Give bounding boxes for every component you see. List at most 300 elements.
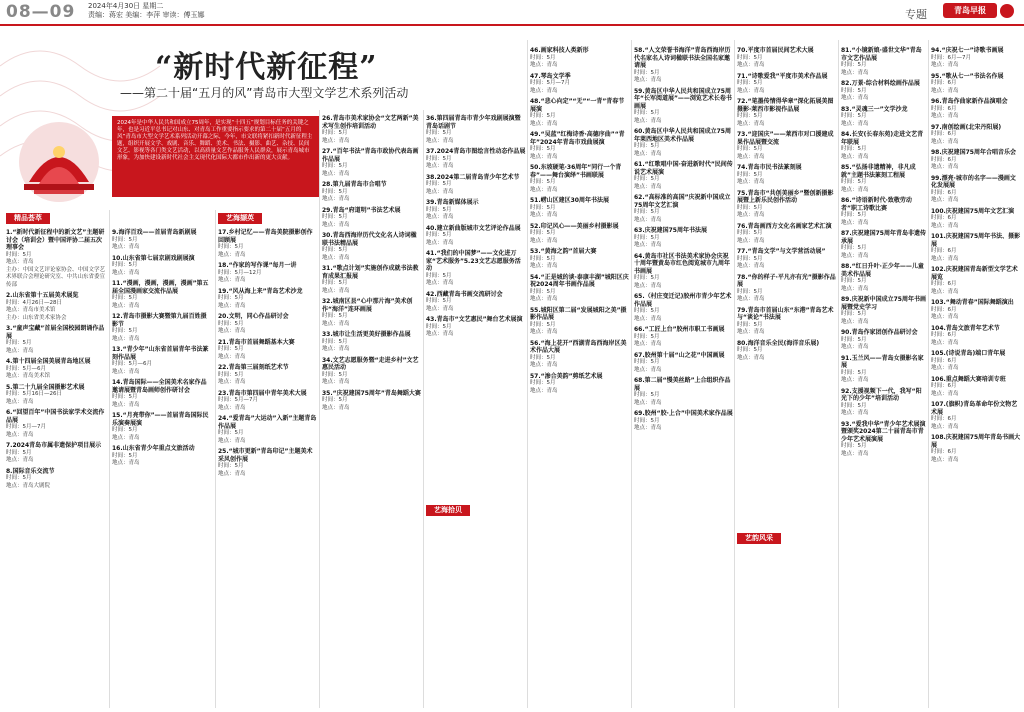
activity-title: 91.玉兰风——青岛女摄影名家展 bbox=[841, 354, 924, 369]
activity-detail: 时间：5月 bbox=[634, 308, 660, 314]
activity-title: 25.“城市更新”青岛印记”主题美术采风创作展 bbox=[218, 448, 313, 463]
activity-title: 54.“正是城的谈·泰康丰湖”城阳区庆祝2024周年书画作品展 bbox=[530, 273, 629, 288]
activity-detail: 地点：青岛 bbox=[634, 216, 662, 223]
activity-detail: 地点：青岛 bbox=[322, 287, 350, 294]
activity-title: 35.“庆祝建国75周年”青岛舞蹈大赛 bbox=[322, 389, 421, 397]
activity-detail: 时间：5月 bbox=[634, 69, 660, 76]
activity-detail: 时间：5月 bbox=[841, 62, 867, 68]
activity-title: 53.“黄海之韵”首届大赛 bbox=[530, 248, 597, 255]
activity-detail: 地点：青岛 bbox=[931, 365, 959, 371]
activity-detail: 时间：5月 bbox=[112, 295, 138, 301]
activity-detail: 时间：5月 bbox=[841, 278, 867, 284]
activity-title: 9.海洋百戏——首届青岛新剧展 bbox=[112, 229, 197, 236]
activity-detail: 时间：5月 bbox=[112, 328, 138, 334]
activity-detail: 时间：5月 bbox=[112, 236, 138, 243]
activity-title: 17.乡村记忆——青岛美院摄影创作回顾展 bbox=[218, 229, 313, 244]
activity-title: 83.“灵魂三一”文学沙龙 bbox=[841, 105, 908, 113]
subtitle: ——第二十届“五月的风”青岛市大型文学艺术系列活动 bbox=[120, 86, 409, 100]
activity-detail: 地点：青岛 bbox=[530, 120, 558, 127]
activity-title: 69.胶州“胶·上合”中国美术家作品展 bbox=[634, 410, 733, 417]
activity-detail: 地点：青岛 bbox=[426, 280, 454, 286]
activity-title: 64.黄岛市社区书法美术家协会庆祝十周年暨黄岛市红色阅览城市九周年书画展 bbox=[634, 252, 731, 275]
category-badge-1: 精品荟萃 bbox=[6, 213, 50, 224]
activity-detail: 时间：5月 bbox=[737, 255, 763, 262]
activity-title: 85.“弘扬非遗精神，非凡成就”主题书法篆刻工程展 bbox=[841, 164, 916, 179]
activity-title: 59.黄岛区中华人民共和国成立75周年“长军阅道展”——浏览艺术长卷书画展 bbox=[634, 87, 732, 110]
activity-title: 96.青岛作曲家新作品演唱会 bbox=[931, 98, 1008, 105]
activity-column-5 bbox=[426, 112, 526, 502]
activity-detail: 时间：6月 bbox=[931, 416, 957, 422]
activity-title: 2.山东省第十五届美术展览 bbox=[6, 292, 79, 299]
activity-detail: 地点：青岛 bbox=[841, 377, 869, 383]
activity-detail: 时间：5月 bbox=[426, 298, 452, 304]
activity-title: 103.“舞动青春”国际舞蹈演出 bbox=[931, 299, 1014, 306]
activity-detail: 地点：青岛大剧院 bbox=[6, 482, 51, 489]
activity-detail: 地点：青岛 bbox=[530, 362, 558, 368]
activity-detail: 地点：青岛 bbox=[931, 197, 959, 203]
activity-detail: 时间：6月 bbox=[931, 281, 957, 287]
activity-detail: 时间：5月 bbox=[6, 475, 32, 481]
activity-title: 50.东坡硬笔·36周年“同行一个青春”——舞台演绎”书画联展 bbox=[530, 164, 622, 179]
column-divider bbox=[734, 40, 735, 708]
activity-detail: 时间：5月 bbox=[322, 280, 348, 286]
activity-detail: 地点：青岛 bbox=[931, 314, 959, 320]
activity-title: 97.南创绘画(北宋丹阳展) bbox=[931, 123, 1002, 131]
category-badge-3: 艺海拾贝 bbox=[426, 505, 470, 516]
activity-detail: 地点：青岛 bbox=[112, 401, 140, 408]
activity-detail: 地点：青岛 bbox=[841, 219, 869, 226]
activity-title: 47.琴岛文学季 bbox=[530, 72, 571, 80]
activity-title: 4.第十四届全国美展青岛地区展 bbox=[6, 358, 91, 365]
editors-line: 责编：蒋宏 美编：李萍 审读：傅玉娜 bbox=[88, 11, 205, 19]
activity-detail: 时间：5月 bbox=[841, 113, 867, 119]
activity-title: 29.青岛“府道明”书法艺术展 bbox=[322, 206, 401, 214]
activity-detail: 时间：5月 bbox=[634, 209, 660, 215]
activity-detail: 地点：青岛 bbox=[841, 318, 869, 325]
activity-detail: 时间：5月 bbox=[841, 443, 867, 449]
activity-detail: 主办：山东省美术家协会 bbox=[6, 314, 67, 321]
activity-detail: 地点：青岛 bbox=[6, 431, 34, 438]
column-divider bbox=[215, 210, 216, 708]
activity-title: 3.“童声宝藏”首届全国校园朗诵作品展 bbox=[6, 325, 105, 340]
brand-logo: 青岛早报 bbox=[943, 3, 997, 18]
activity-title: 7.2024青岛市属非遗保护项目展示 bbox=[6, 442, 102, 449]
activity-title: 73.“迎国庆”——莱西市对口援建成果作品展暨交流 bbox=[737, 131, 834, 146]
activity-detail: 时间：5月 bbox=[737, 321, 763, 328]
activity-title: 95.“歌从七一”书法名作展 bbox=[931, 72, 1004, 80]
activity-title: 57.“渗合美韵”剪纸艺术展 bbox=[530, 372, 603, 380]
activity-title: 20.文明，同心作品研讨会 bbox=[218, 313, 289, 320]
activity-column-2 bbox=[112, 226, 212, 708]
activity-detail: 地点：青岛 bbox=[841, 69, 869, 76]
activity-detail: 时间：5月 bbox=[634, 359, 660, 365]
activity-detail: 地点：青岛 bbox=[218, 437, 246, 444]
activity-detail: 地点：青岛 bbox=[931, 113, 959, 119]
activity-detail: 时间：5月 bbox=[737, 171, 763, 178]
activity-title: 88.“红日升叶·正少年——儿童美术作品展 bbox=[841, 263, 924, 278]
column-divider bbox=[928, 40, 929, 708]
activity-title: 51.崂山区建区30周年书法展 bbox=[530, 197, 609, 204]
activity-title: 16.山东省青少年重点文旅活动 bbox=[112, 445, 195, 452]
activity-detail: 地点：青岛市美术馆 bbox=[6, 307, 56, 313]
activity-detail: 时间：5月 bbox=[634, 234, 660, 241]
activity-detail: 时间：5月 bbox=[322, 130, 348, 136]
activity-title: 104.青岛文旅青年艺术节 bbox=[931, 324, 1000, 332]
activity-detail: 主办：中国文艺评论家协会、中国文学艺术界联合会理论研究室、中共山东省委宣传部 bbox=[6, 266, 106, 288]
activity-title: 8.国际音乐交流节 bbox=[6, 467, 55, 475]
activity-detail: 时间：5月 bbox=[841, 402, 867, 409]
activity-detail: 地点：青岛 bbox=[322, 170, 350, 177]
activity-title: 43.青岛市“文艺惠民”舞台艺术展演 bbox=[426, 316, 523, 323]
column-divider bbox=[319, 110, 320, 708]
activity-detail: 时间：5月 bbox=[841, 311, 867, 317]
activity-detail: 时间：5月 bbox=[530, 354, 556, 361]
activity-detail: 地点：青岛 bbox=[6, 457, 34, 463]
activity-column-9 bbox=[841, 44, 927, 708]
activity-detail: 地点：青岛 bbox=[634, 282, 662, 289]
activity-detail: 地点：青岛 bbox=[218, 379, 246, 385]
activity-detail: 地点：青岛 bbox=[426, 188, 454, 195]
activity-title: 101.庆祝建国75周年书法、摄影展 bbox=[931, 233, 1021, 248]
activity-title: 80.海洋音乐全民(海洋音乐展) bbox=[737, 339, 820, 347]
category-badge-2: 艺海撷英 bbox=[218, 213, 262, 224]
activity-detail: 时间：5月 bbox=[634, 417, 660, 424]
activity-column-3 bbox=[218, 226, 318, 708]
activity-detail: 地点：青岛 bbox=[931, 456, 959, 463]
activity-detail: 时间：5月 bbox=[322, 338, 348, 345]
activity-detail: 时间：5月 bbox=[218, 371, 244, 378]
activity-title: 49.“吴蓝”红梅诗香·高德序曲”“青年”2024年青岛市戏曲展演 bbox=[530, 131, 625, 146]
activity-detail: 地点：青岛 bbox=[322, 254, 350, 261]
activity-detail: 地点：青岛 bbox=[112, 244, 140, 250]
activity-title: 106.重点舞蹈大赛培训专班 bbox=[931, 375, 1006, 383]
activity-detail: 地点：青岛 bbox=[841, 186, 869, 193]
activity-detail: 时间：5月—6月 bbox=[112, 361, 152, 367]
activity-detail: 时间：5月 bbox=[634, 333, 660, 340]
activity-detail: 时间：6月 bbox=[931, 332, 957, 338]
column-divider bbox=[527, 40, 528, 708]
activity-detail: 时间：5月 bbox=[634, 143, 660, 149]
activity-detail: 地点：青岛 bbox=[530, 329, 558, 335]
activity-title: 108.庆祝建国75周年青岛书画大展 bbox=[931, 434, 1021, 449]
activity-detail: 地点：青岛 bbox=[426, 305, 454, 312]
activity-detail: 地点：青岛 bbox=[737, 120, 765, 127]
activity-detail: 时间：5月 bbox=[6, 340, 32, 346]
activity-title: 18.“作家的写作课”每月一讲 bbox=[218, 262, 297, 269]
activity-detail: 时间：5月 bbox=[634, 275, 660, 281]
activity-detail: 时间：5月 bbox=[530, 179, 556, 185]
activity-detail: 时间：5月 bbox=[737, 204, 763, 211]
activity-detail: 地点：青岛 bbox=[737, 179, 765, 185]
activity-detail: 时间：5月 bbox=[426, 130, 452, 136]
activity-detail: 时间：5月 bbox=[218, 430, 244, 436]
date-line bbox=[88, 2, 204, 20]
festival-illustration bbox=[4, 112, 114, 212]
activity-detail: 时间：6月 bbox=[931, 215, 957, 221]
activity-detail: 地点：青岛 bbox=[841, 120, 869, 127]
activity-detail: 时间：6月 bbox=[931, 189, 957, 196]
activity-detail: 时间：6月 bbox=[931, 306, 957, 313]
activity-title: 65.（村庄变迁记)胶州市青少年艺术作品展 bbox=[634, 293, 732, 308]
activity-title: 100.庆祝建国75周年文艺汇演 bbox=[931, 207, 1015, 215]
activity-title: 105.(诗说青岛)端口青年展 bbox=[931, 350, 1006, 357]
activity-detail: 时间：6月 bbox=[931, 248, 957, 254]
activity-title: 40.建立新曲版城市文艺评论作品展 bbox=[426, 224, 521, 232]
activity-detail: 地点：青岛 bbox=[931, 164, 959, 170]
activity-detail: 时间：5月 bbox=[841, 245, 867, 251]
intro-paragraph: 2024年是中华人民共和国成立75周年，是实现“十四五”规划目标任务的关键之年，也是习近平总书记对山东、对青岛工作重要指示要求的第二十届“五月的风”青岛市大型文学艺术系列活动开幕之际，今年，市文联将紧扣新时代新征程主题，组织开展文学、戏剧、音乐、舞蹈、美术、书法、摄影、曲艺、杂技、民间文艺、影视等各门类文艺活动，以高质量文艺作品服务人民群众，展示青岛城市形象，为加快建设新时代社会主义现代化国际大都市作出新的更大贡献。 bbox=[112, 116, 319, 197]
activity-detail: 时间：5月—7月 bbox=[6, 424, 46, 430]
activity-detail: 时间：5月 bbox=[322, 313, 348, 319]
activity-title: 32.城南区县“心中那片海”美术创作“海洋”连环画展 bbox=[322, 298, 413, 313]
activity-detail: 地点：青岛 bbox=[530, 87, 558, 94]
activity-detail: 时间：6月 bbox=[931, 156, 957, 163]
activity-detail: 地点：青岛 bbox=[634, 183, 662, 190]
activity-title: 13.“青少年”山东省首届青年书法篆刻作品展 bbox=[112, 346, 209, 361]
activity-detail: 时间：5月 bbox=[530, 113, 556, 119]
activity-detail: 时间：5月 bbox=[6, 251, 32, 258]
activity-detail: 时间：5月 bbox=[737, 347, 763, 353]
column-divider bbox=[109, 210, 110, 708]
activity-detail: 地点：青岛 bbox=[841, 450, 869, 457]
activity-detail: 地点：青岛 bbox=[530, 263, 558, 269]
activity-detail: 地点：青岛 bbox=[426, 163, 454, 169]
activity-detail: 地点：青岛 bbox=[322, 137, 350, 144]
activity-detail: 时间：5月 bbox=[841, 179, 867, 185]
activity-title: 77.“青岛文学”与文学营活动展” bbox=[737, 248, 826, 255]
activity-detail: 时间：5月 bbox=[426, 323, 452, 330]
activity-title: 98.庆祝建国75周年合唱音乐会 bbox=[931, 149, 1016, 156]
activity-detail: 地点：青岛 bbox=[426, 214, 454, 220]
activity-title: 89.庆祝新中国成立75周年书画展暨党史学习 bbox=[841, 296, 926, 311]
activity-detail: 地点：青岛 bbox=[931, 390, 959, 397]
activity-title: 68.第二届“慢美丝路”上合组织作品展 bbox=[634, 377, 731, 392]
activity-detail: 地点：青岛 bbox=[530, 62, 558, 68]
activity-detail: 时间：6月 bbox=[931, 80, 957, 86]
activity-title: 58.“人文荣誉书海洋”青岛西海岸历代名家名人诗词楹联书法全国名家邀请展 bbox=[634, 47, 731, 69]
activity-title: 14.青岛国际——全国美术名家作品邀请展暨青岛画师创作研讨会 bbox=[112, 379, 207, 394]
activity-detail: 地点：青岛 bbox=[634, 341, 662, 347]
activity-detail: 时间：5月 bbox=[426, 155, 452, 162]
activity-detail: 时间：5月 bbox=[322, 371, 348, 378]
activity-detail: 地点：青岛 bbox=[931, 62, 959, 68]
activity-title: 90.青岛作家团创作品研讨会 bbox=[841, 329, 918, 336]
activity-title: 79.青岛市首届山东“东港”青岛艺术与“谈论”书法展 bbox=[737, 306, 834, 321]
activity-title: 84.长安(长春东苑)走进文艺青年联展 bbox=[841, 131, 924, 146]
activity-title: 42.西藏青岛书画交流研讨会 bbox=[426, 290, 503, 298]
activity-detail: 地点：青岛 bbox=[218, 251, 246, 258]
activity-detail: 地点：青岛 bbox=[737, 153, 765, 160]
activity-detail: 时间：5月 bbox=[841, 369, 867, 376]
activity-detail: 地点：青岛 bbox=[841, 95, 869, 101]
activity-detail: 地点：青岛 bbox=[634, 425, 662, 431]
activity-column-1 bbox=[6, 226, 106, 708]
activity-detail: 地点：青岛 bbox=[112, 434, 140, 441]
activity-detail: 时间：5月 bbox=[737, 146, 763, 152]
activity-detail: 地点：青岛 bbox=[634, 77, 662, 83]
activity-detail: 时间：5月 bbox=[426, 206, 452, 213]
activity-detail: 地点：青岛 bbox=[634, 117, 662, 124]
activity-detail: 时间：5月—12月 bbox=[218, 269, 262, 276]
activity-detail: 时间：5月 bbox=[112, 427, 138, 433]
activity-title: 60.黄岛区中华人民共和国成立75周年莱西地区美术作品展 bbox=[634, 128, 731, 143]
activity-detail: 时间：5月 bbox=[426, 181, 452, 187]
activity-detail: 地点：青岛 bbox=[426, 137, 454, 144]
activity-detail: 地点：青岛 bbox=[737, 212, 765, 218]
activity-column-8 bbox=[737, 44, 837, 530]
category-badge-4: 艺韵风采 bbox=[737, 533, 781, 544]
activity-detail: 时间：5月 bbox=[530, 380, 556, 386]
activity-title: 6.“回望百年”中国书法家学术交流作品展 bbox=[6, 409, 105, 424]
activity-detail: 地点：青岛 bbox=[426, 331, 454, 337]
activity-detail: 地点：青岛 bbox=[931, 138, 959, 145]
activity-detail: 时间：5月 bbox=[841, 146, 867, 152]
activity-detail: 时间：5月 bbox=[6, 449, 32, 456]
activity-title: 28.第九届青岛市合唱节 bbox=[322, 181, 387, 188]
issue-date: 2024年4月30日 星期二 bbox=[88, 2, 164, 10]
activity-title: 102.庆祝建国青岛新型文学艺术展览 bbox=[931, 266, 1018, 281]
activity-detail: 时间：5月 bbox=[218, 346, 244, 352]
activity-detail: 时间：5月 bbox=[322, 188, 348, 195]
column-divider bbox=[423, 110, 424, 708]
activity-detail: 地点：青岛 bbox=[737, 87, 765, 94]
activity-detail: 时间：5月 bbox=[322, 397, 348, 403]
activity-detail: 地点：青岛 bbox=[426, 239, 454, 246]
activity-title: 71.“诗歌爱我”平度市美术作品展 bbox=[737, 72, 828, 80]
activity-detail: 地点：青岛 bbox=[634, 366, 662, 373]
activity-title: 10.山东省第七届京剧戏剧展演 bbox=[112, 254, 195, 262]
activity-detail: 时间：6月 bbox=[931, 449, 957, 455]
activity-detail: 地点：青岛 bbox=[322, 320, 350, 327]
activity-detail: 时间：5月 bbox=[841, 87, 867, 94]
activity-detail: 地点：青岛 bbox=[931, 87, 959, 94]
activity-detail: 地点：青岛 bbox=[112, 368, 140, 375]
brand-emblem-icon bbox=[1000, 4, 1014, 18]
activity-title: 1.“新时代新征程中的新文艺”主题研讨会（培训会）暨中国评协二届五次理事会 bbox=[6, 229, 105, 251]
activity-detail: 时间：5月 bbox=[426, 272, 452, 279]
activity-detail: 地点：青岛 bbox=[322, 379, 350, 385]
activity-detail: 时间：6月 bbox=[931, 383, 957, 389]
activity-detail: 时间：5月 bbox=[530, 288, 556, 295]
activity-title: 94.“庆祝七一”诗歌书画展 bbox=[931, 47, 1004, 54]
activity-detail: 地点：青岛美术馆 bbox=[6, 373, 51, 379]
activity-detail: 地点：青岛 bbox=[218, 328, 246, 334]
activity-title: 19.“风从海上来”青岛艺术沙龙 bbox=[218, 287, 303, 295]
activity-detail: 地点：青岛 bbox=[322, 221, 350, 228]
activity-detail: 地点：青岛 bbox=[931, 255, 959, 262]
page-number: 08—09 bbox=[6, 2, 76, 22]
activity-title: 21.青岛市首届舞蹈基本大赛 bbox=[218, 338, 295, 346]
activity-title: 92.支援视频下一代，我写“阳光下的少年”培训活动 bbox=[841, 387, 922, 402]
activity-detail: 地点：青岛 bbox=[634, 315, 662, 322]
activity-detail: 时间：5月 bbox=[218, 295, 244, 301]
column-divider bbox=[631, 40, 632, 708]
activity-title: 38.2024第二届青岛青少年艺术节 bbox=[426, 173, 520, 181]
activity-detail: 时间：5月 bbox=[322, 247, 348, 253]
activity-detail: 地点：青岛 bbox=[737, 354, 765, 361]
activity-title: 86.“诗语新时代·致敬劳动者”职工诗歌比赛 bbox=[841, 197, 912, 212]
activity-detail: 地点：青岛 bbox=[737, 237, 765, 244]
activity-detail: 地点：青岛 bbox=[322, 196, 350, 202]
activity-column-6 bbox=[530, 44, 630, 708]
activity-title: 76.青岛画西方文化名画家艺术汇演 bbox=[737, 222, 832, 230]
activity-title: 15.“月亮带你”——首届青岛国际民乐演奏展演 bbox=[112, 412, 209, 427]
activity-title: 52.印记风心——美丽乡村摄影展 bbox=[530, 222, 619, 230]
activity-detail: 时间：5月 bbox=[634, 176, 660, 182]
activity-title: 55.城阳区第二届“发展城阳之美”摄影作品展 bbox=[530, 306, 627, 321]
activity-detail: 时间：5月 bbox=[530, 321, 556, 328]
activity-detail: 时间：5月 bbox=[322, 163, 348, 169]
activity-title: 26.青岛市美术家协会“文艺两新”美术写生创作培训活动 bbox=[322, 115, 419, 130]
activity-detail: 地点：青岛 bbox=[218, 277, 246, 283]
activity-detail: 地点：青岛 bbox=[530, 186, 558, 193]
activity-title: 62.“高标准的高国”庆祝新中国成立75周年文艺汇演 bbox=[634, 194, 731, 209]
activity-title: 78.“你的样子·平凡亦有光”摄影作品展 bbox=[737, 273, 836, 288]
activity-column-7 bbox=[634, 44, 734, 708]
activity-title: 67.胶州第十届“山之花”中国画展 bbox=[634, 351, 725, 359]
activity-detail: 地点：青岛 bbox=[112, 335, 140, 342]
activity-title: 27.“百年书法”青岛市政协代表岛画作品展 bbox=[322, 148, 419, 163]
activity-detail: 时间：5月 bbox=[737, 54, 763, 61]
activity-title: 12.青岛市摄影大赛暨第九届百姓摄影节 bbox=[112, 313, 207, 328]
activity-detail: 地点：青岛 bbox=[218, 470, 246, 477]
activity-title: 36.第四届青岛市青少年戏剧展演暨青岛话剧节 bbox=[426, 115, 521, 130]
activity-detail: 地点：青岛 bbox=[634, 242, 662, 248]
activity-detail: 时间：5月 bbox=[112, 262, 138, 268]
activity-title: 39.青岛新媒体展示 bbox=[426, 199, 479, 206]
activity-title: 93.“爱我中华”青少年艺术展演暨颁奖2024第二十届青岛市青少年艺术展演展 bbox=[841, 420, 926, 443]
activity-title: 37.2024青岛市图绘言性动态作品展 bbox=[426, 148, 526, 155]
activity-column-4 bbox=[322, 112, 422, 708]
activity-detail: 地点：青岛 bbox=[218, 404, 246, 411]
activity-detail: 地点：青岛 bbox=[841, 285, 869, 292]
activity-detail: 时间：5月 bbox=[530, 146, 556, 152]
activity-detail: 地点：青岛 bbox=[931, 339, 959, 346]
activity-detail: 地点：青岛 bbox=[931, 222, 959, 229]
activity-title: 87.庆祝建国75周年青岛非遗传承展 bbox=[841, 230, 926, 245]
activity-title: 99.漂亮·城市的名字——漫画文化发展展 bbox=[931, 174, 1016, 189]
activity-detail: 时间：5月 bbox=[322, 214, 348, 220]
activity-detail: 地点：青岛 bbox=[6, 259, 34, 265]
activity-detail: 地点：青岛 bbox=[218, 302, 246, 309]
activity-detail: 时间：5月 bbox=[530, 255, 556, 262]
section-label: 专题 bbox=[905, 8, 927, 21]
activity-title: 22.青岛第三届刻纸艺术节 bbox=[218, 364, 289, 371]
activity-title: 70.平度市首届民间艺术大展 bbox=[737, 47, 814, 54]
activity-detail: 地点：青岛 bbox=[112, 460, 140, 466]
activity-detail: 时间：5月 bbox=[737, 113, 763, 119]
activity-title: 23.青岛市第四届中青年美术大展 bbox=[218, 389, 307, 397]
activity-detail: 地点：青岛 bbox=[322, 346, 350, 352]
activity-title: 31.“歌点计划”实施创作成就书法教育成果汇报展 bbox=[322, 265, 419, 280]
activity-detail: 地点：青岛 bbox=[737, 329, 765, 335]
activity-title: 24.“爱青岛”大运动”入新”主题青岛作品展 bbox=[218, 415, 317, 430]
activity-title: 107.(旗帜)青岛革命年份文物艺术展 bbox=[931, 401, 1018, 416]
activity-title: 63.庆祝建国75周年书法展 bbox=[634, 227, 707, 234]
activity-detail: 时间：5月 bbox=[218, 244, 244, 250]
activity-detail: 地点：青岛 bbox=[112, 302, 140, 309]
activity-title: 5.第二十九届全国摄影艺术展 bbox=[6, 383, 85, 391]
activity-column-10 bbox=[931, 44, 1021, 708]
activity-detail: 地点：青岛 bbox=[841, 344, 869, 350]
activity-detail: 地点：青岛 bbox=[530, 387, 558, 394]
activity-detail: 地点：青岛 bbox=[530, 237, 558, 244]
activity-title: 81.“小镜新娘·盛世文华”青岛市文艺作品展 bbox=[841, 47, 922, 62]
activity-detail: 地点：青岛 bbox=[322, 404, 350, 411]
activity-title: 33.城市让生活更美好摄影作品展 bbox=[322, 331, 411, 338]
activity-detail: 地点：青岛 bbox=[841, 410, 869, 416]
activity-title: 61.“红歌唱中国·奋进新时代”民间传说艺术展演 bbox=[634, 161, 733, 176]
